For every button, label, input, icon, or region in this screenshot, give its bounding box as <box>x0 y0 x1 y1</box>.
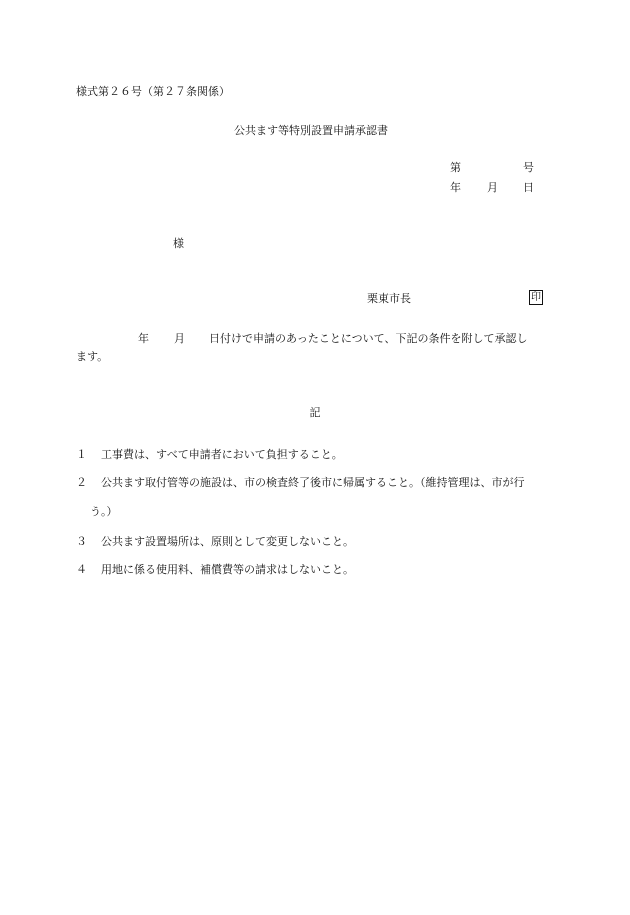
body-year-label: 年 <box>138 332 149 345</box>
condition-number: ４ <box>76 563 87 576</box>
issuer-name: 栗東市長 <box>367 292 411 305</box>
ki-heading-text: 記 <box>309 406 321 419</box>
document-title-text: 公共ます等特別設置申請承認書 <box>234 124 388 137</box>
addressee-honorific: 様 <box>173 237 184 250</box>
ki-heading <box>0 406 630 420</box>
condition-number: ２ <box>76 476 87 489</box>
body-line-2: ます。 <box>76 350 109 363</box>
document-title <box>0 124 630 138</box>
seal-mark: 印 <box>531 292 541 303</box>
date-day-label: 日 <box>523 181 534 194</box>
condition-text: 公共ます取付管等の施設は、市の検査終了後市に帰属すること。（維持管理は、市が行 <box>101 476 525 489</box>
condition-number: ３ <box>76 535 87 548</box>
body-text: 日付けで申請のあったことについて、下記の条件を附して承認し <box>209 332 528 345</box>
condition-text: 用地に係る使用料、補償費等の請求はしないこと。 <box>101 563 354 576</box>
date-year-label: 年 <box>450 181 461 194</box>
condition-text-continuation: う。） <box>90 505 118 518</box>
document-number-prefix: 第 <box>450 161 461 174</box>
document-number-suffix: 号 <box>523 161 534 174</box>
date-month-label: 月 <box>487 181 498 194</box>
condition-text: 公共ます設置場所は、原則として変更しないこと。 <box>101 535 354 548</box>
body-month-label: 月 <box>174 332 185 345</box>
condition-text: 工事費は、すべて申請者において負担すること。 <box>101 448 343 461</box>
condition-number: １ <box>76 448 87 461</box>
form-number: 様式第２６号（第２７条関係） <box>76 85 230 98</box>
